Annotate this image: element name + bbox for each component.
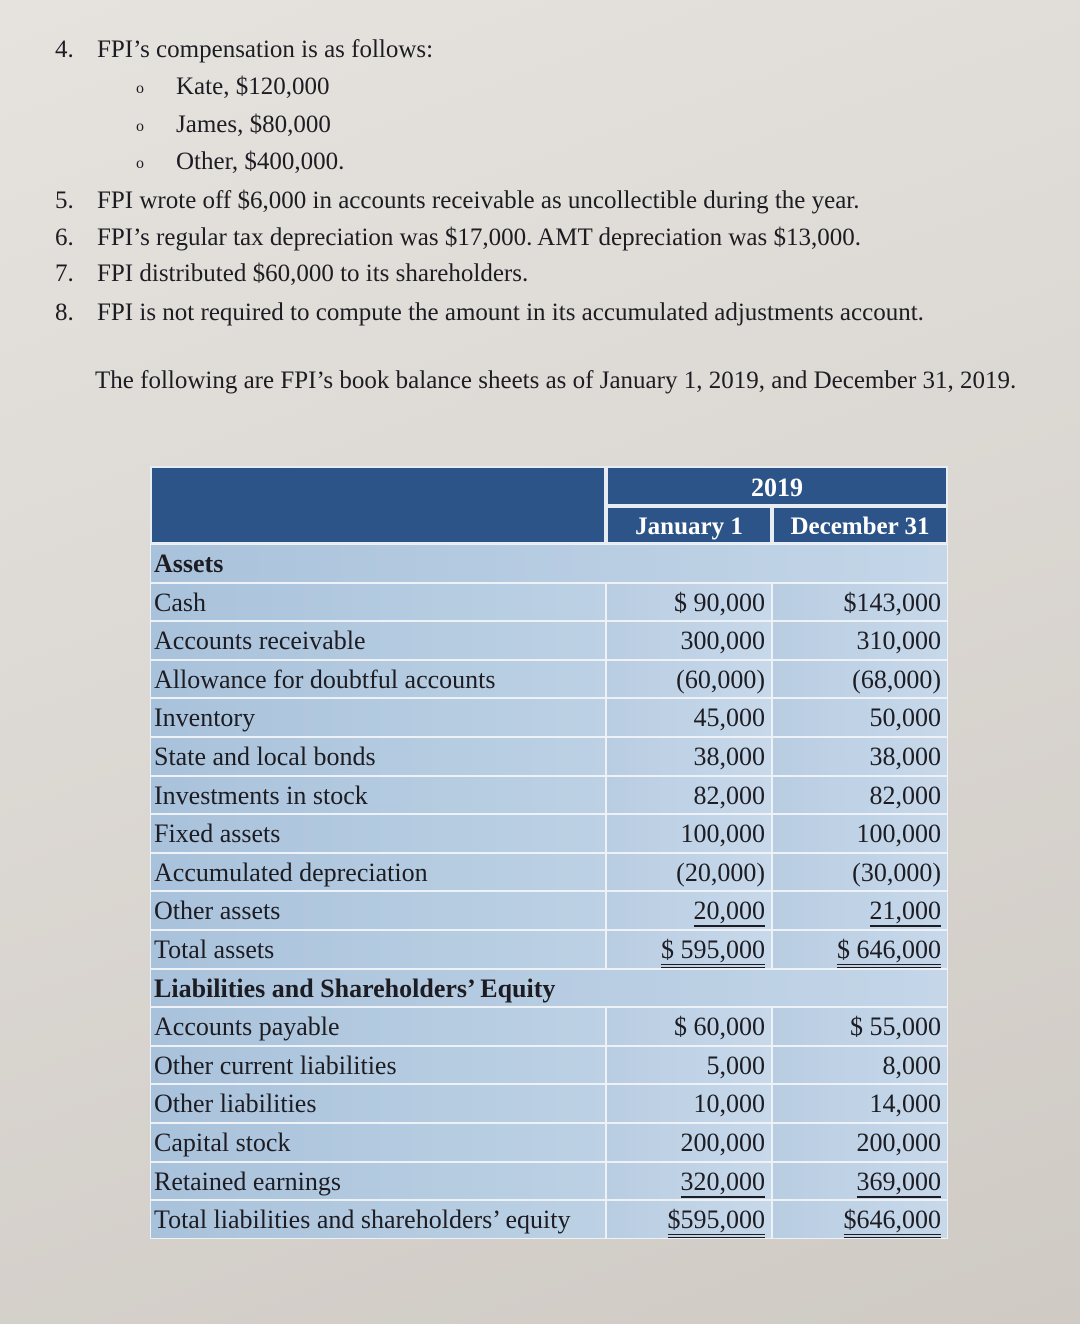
list-text: FPI distributed $60,000 to its shareholders. <box>97 260 529 287</box>
list-number: 7. <box>55 260 74 287</box>
cell-value: 320,000 <box>680 1166 765 1196</box>
table-row <box>150 814 948 853</box>
section-row-assets <box>150 544 948 583</box>
cell-jan: (20,000) <box>606 853 772 892</box>
cell-jan: 5,000 <box>606 1046 772 1085</box>
table-row <box>150 621 948 660</box>
cell-jan: 82,000 <box>606 776 772 815</box>
table-row <box>150 1007 948 1046</box>
intro-paragraph: The following are FPI’s book balance sheets as of January 1, 2019, and December 31, 2019. <box>95 367 1017 394</box>
list-text: FPI is not required to compute the amount in its accumulated adjustments account. <box>97 299 924 326</box>
row-label: Capital stock <box>150 1123 606 1162</box>
list-text: FPI’s regular tax depreciation was $17,000. AMT depreciation was $13,000. <box>97 224 861 251</box>
header-year: 2019 <box>606 466 948 506</box>
cell-jan: $ 60,000 <box>606 1007 772 1046</box>
cell-dec: 14,000 <box>772 1084 948 1123</box>
cell-value: $646,000 <box>844 1205 942 1238</box>
header-blank <box>150 466 606 544</box>
list-number: 6. <box>55 224 74 251</box>
table-row <box>150 891 948 930</box>
cell-jan: 200,000 <box>606 1123 772 1162</box>
row-label: Fixed assets <box>150 814 606 853</box>
cell-jan: 300,000 <box>606 621 772 660</box>
cell-dec <box>772 1162 948 1201</box>
cell-jan: $ 90,000 <box>606 583 772 622</box>
list-text: FPI wrote off $6,000 in accounts receivable as uncollectible during the year. <box>97 187 860 214</box>
cell-value: 369,000 <box>856 1166 941 1196</box>
list-text: FPI’s compensation is as follows: <box>97 36 434 63</box>
cell-dec: 8,000 <box>772 1046 948 1085</box>
cell-dec: 200,000 <box>772 1123 948 1162</box>
table-row-total-assets <box>150 930 948 969</box>
cell-dec: 50,000 <box>772 698 948 737</box>
table-header <box>150 466 948 544</box>
list-number: 5. <box>55 187 74 214</box>
cell-dec: 100,000 <box>772 814 948 853</box>
table-row <box>150 660 948 699</box>
table-row <box>150 1084 948 1123</box>
cell-jan <box>606 1200 772 1239</box>
list-number: 4. <box>55 36 74 63</box>
table-row <box>150 737 948 776</box>
bullet-icon: o <box>136 118 144 135</box>
cell-value: 21,000 <box>869 896 941 926</box>
cell-jan <box>606 930 772 969</box>
cell-jan <box>606 891 772 930</box>
row-label: Accounts payable <box>150 1007 606 1046</box>
cell-dec <box>772 891 948 930</box>
cell-jan: 10,000 <box>606 1084 772 1123</box>
section-heading: Assets <box>150 544 948 583</box>
row-label: Accounts receivable <box>150 621 606 660</box>
cell-dec: 82,000 <box>772 776 948 815</box>
header-columns <box>606 466 948 544</box>
header-january-1: January 1 <box>606 506 772 544</box>
cell-jan: (60,000) <box>606 660 772 699</box>
row-label: Retained earnings <box>150 1162 606 1201</box>
cell-dec: $143,000 <box>772 583 948 622</box>
sub-item-text: Kate, $120,000 <box>176 73 330 100</box>
cell-value: $ 595,000 <box>661 935 765 968</box>
cell-jan: 45,000 <box>606 698 772 737</box>
sub-item-text: Other, $400,000. <box>176 148 345 175</box>
row-label: Investments in stock <box>150 776 606 815</box>
cell-dec: 38,000 <box>772 737 948 776</box>
row-label: Allowance for doubtful accounts <box>150 660 606 699</box>
table-row <box>150 1046 948 1085</box>
cell-dec: 310,000 <box>772 621 948 660</box>
cell-dec <box>772 1200 948 1239</box>
cell-jan: 38,000 <box>606 737 772 776</box>
table-row <box>150 1162 948 1201</box>
bullet-icon: o <box>136 155 144 172</box>
cell-dec: $ 55,000 <box>772 1007 948 1046</box>
row-label: Total assets <box>150 930 606 969</box>
table-row <box>150 1123 948 1162</box>
row-label: Inventory <box>150 698 606 737</box>
row-label: Other liabilities <box>150 1084 606 1123</box>
bullet-icon: o <box>136 80 144 97</box>
table-row <box>150 698 948 737</box>
row-label: Cash <box>150 583 606 622</box>
balance-sheet-table <box>150 466 948 1239</box>
cell-dec: (68,000) <box>772 660 948 699</box>
header-december-31: December 31 <box>772 506 948 544</box>
cell-value: 20,000 <box>693 896 765 926</box>
table-row <box>150 583 948 622</box>
row-label: Total liabilities and shareholders’ equity <box>150 1200 606 1239</box>
section-heading: Liabilities and Shareholders’ Equity <box>150 969 948 1008</box>
table-row <box>150 776 948 815</box>
cell-value: $595,000 <box>668 1205 766 1238</box>
cell-dec: (30,000) <box>772 853 948 892</box>
cell-jan <box>606 1162 772 1201</box>
cell-jan: 100,000 <box>606 814 772 853</box>
cell-dec <box>772 930 948 969</box>
row-label: Other current liabilities <box>150 1046 606 1085</box>
sub-item-text: James, $80,000 <box>176 111 331 138</box>
row-label: State and local bonds <box>150 737 606 776</box>
row-label: Other assets <box>150 891 606 930</box>
table-row-total-liabilities <box>150 1200 948 1239</box>
table-row <box>150 853 948 892</box>
list-number: 8. <box>55 299 74 326</box>
row-label: Accumulated depreciation <box>150 853 606 892</box>
section-row-liabilities <box>150 969 948 1008</box>
cell-value: $ 646,000 <box>837 935 941 968</box>
